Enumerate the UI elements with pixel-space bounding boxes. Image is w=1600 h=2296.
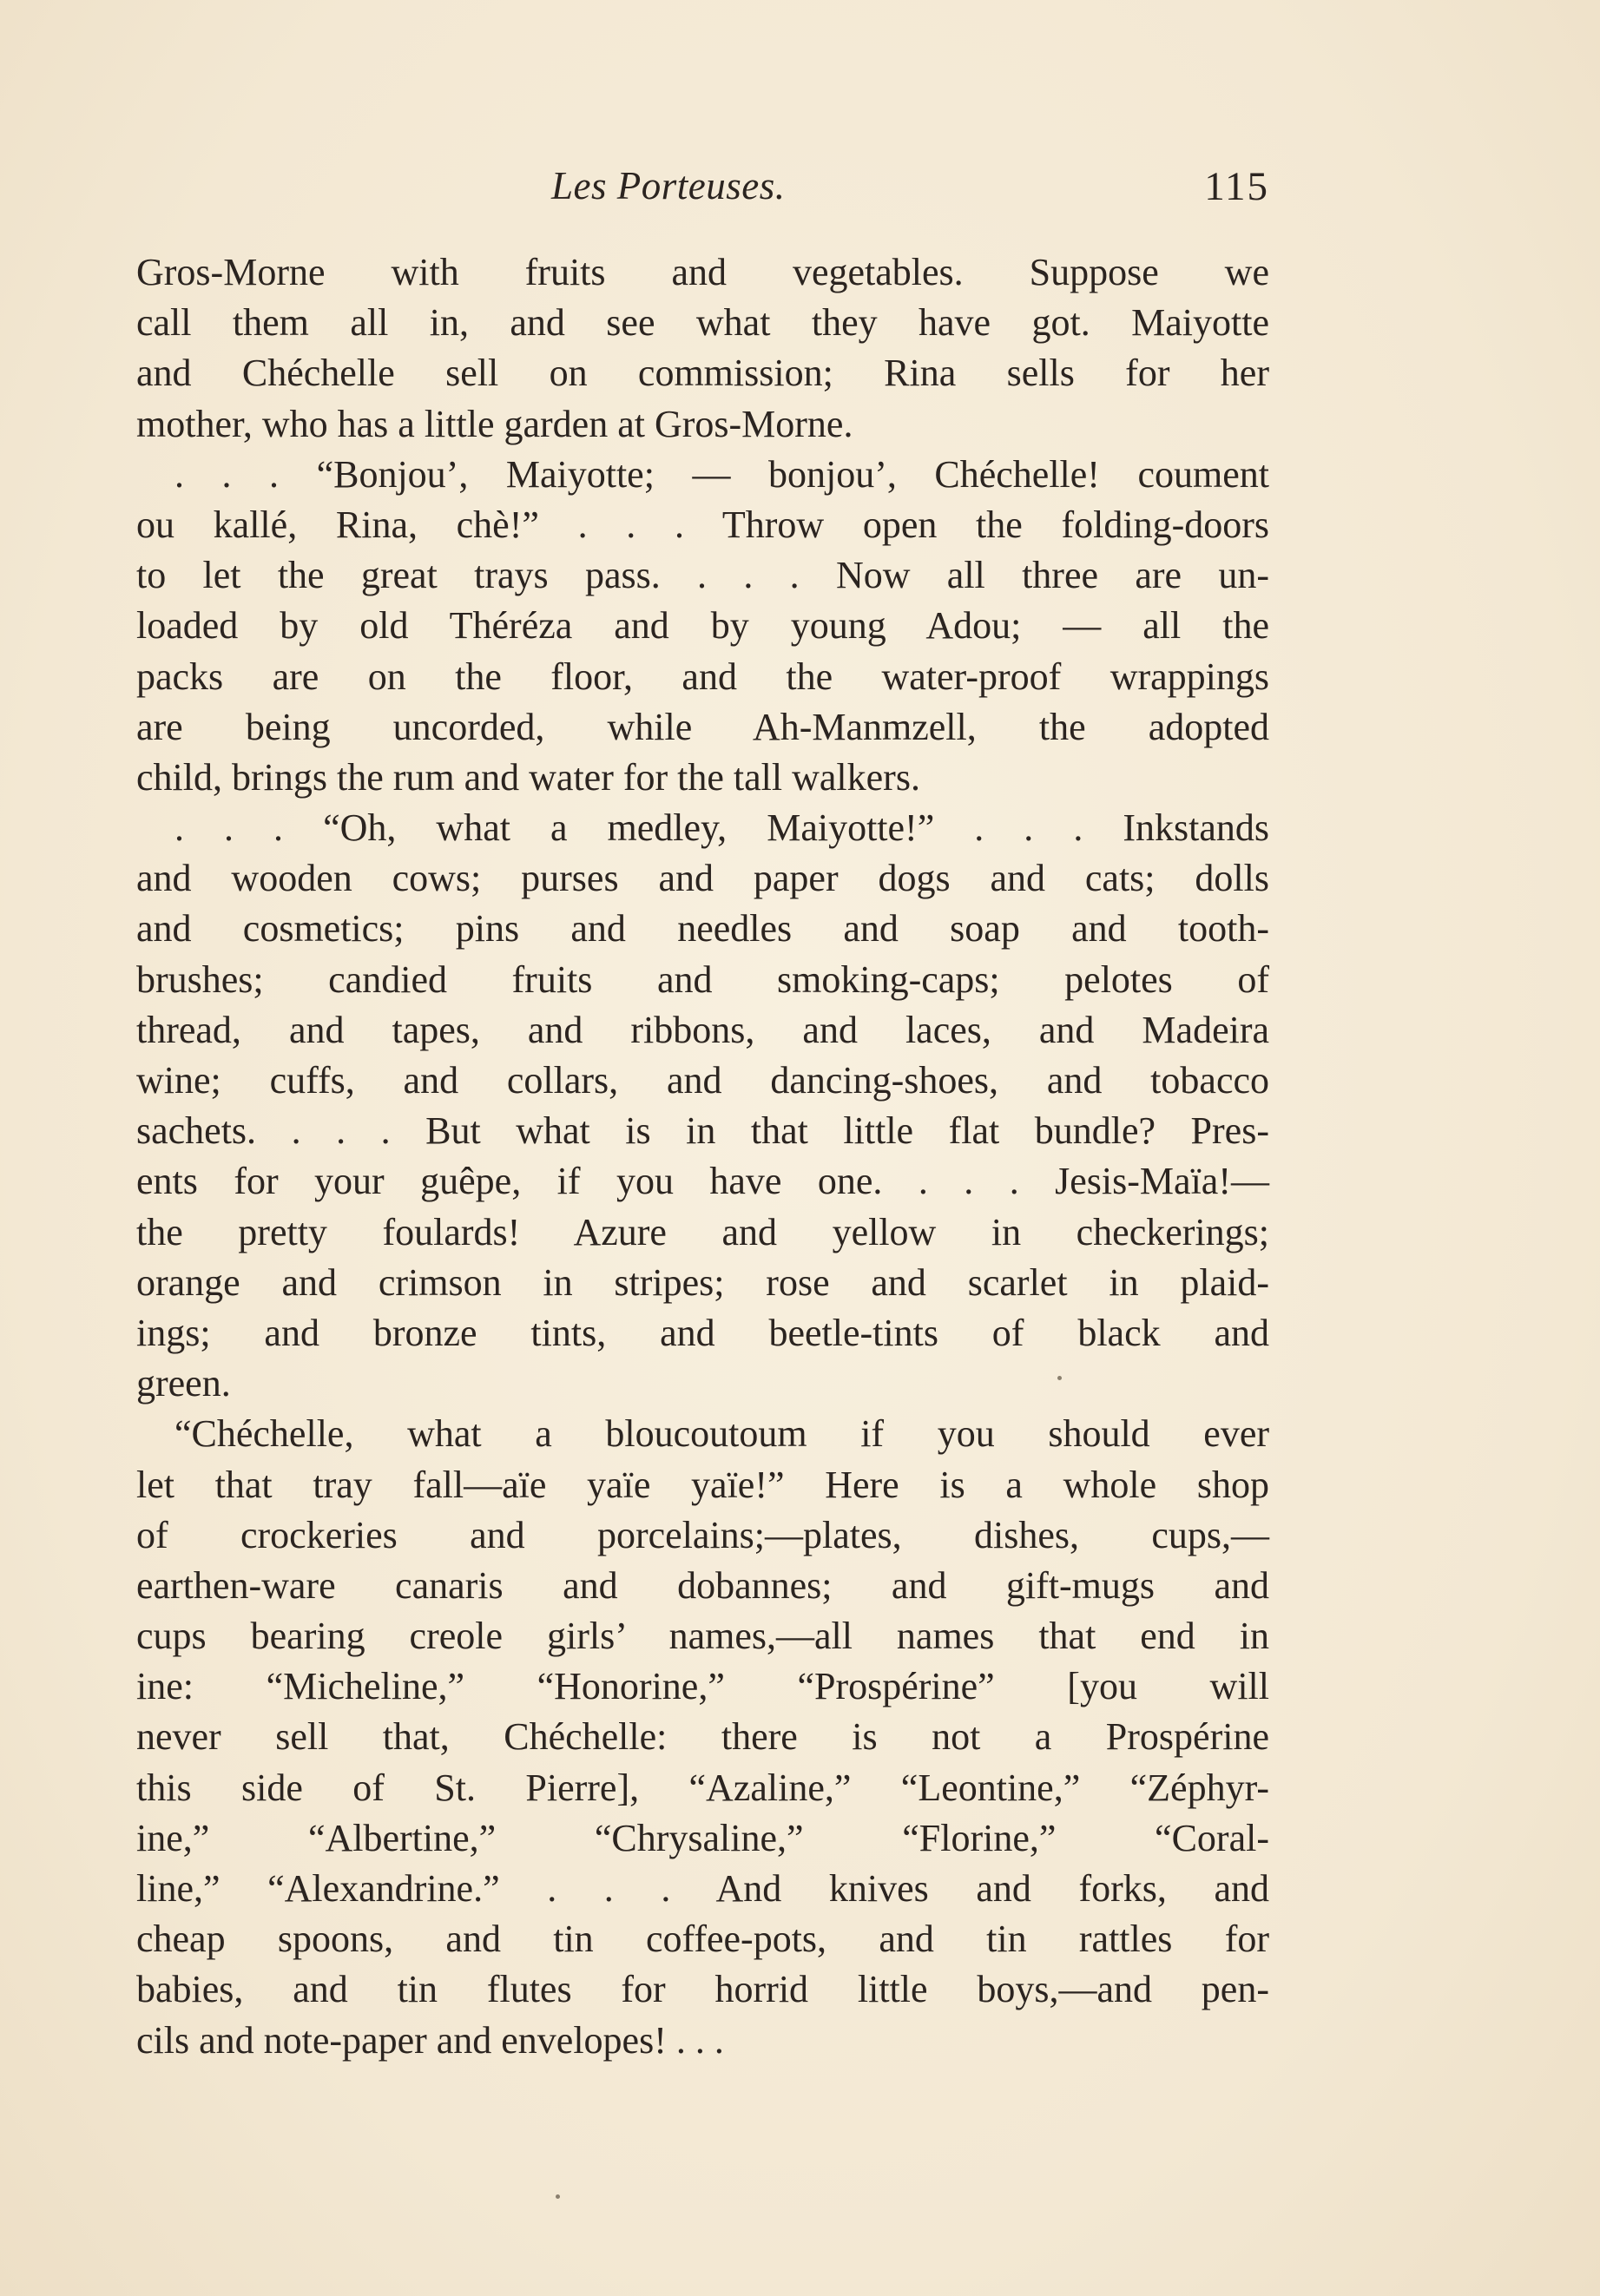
- page-number: 115: [1204, 164, 1269, 209]
- text-line-26: of crockeries and porcelains;—plates, dishes, cups,—: [136, 1513, 1269, 1556]
- running-title: Les Porteuses.: [551, 164, 786, 207]
- text-line-5: . . . “Bonjou’, Maiyotte; — bonjou’, Chéchelle! coument: [174, 452, 1269, 496]
- text-line-11: child, brings the rum and water for the tall walkers.: [136, 755, 920, 799]
- text-line-15: brushes; candied fruits and smoking-caps; pelotes of: [136, 957, 1269, 1001]
- text-line-18: sachets. . . . But what is in that little flat bundle? Pres-: [136, 1109, 1269, 1153]
- paper-speck: [1057, 1376, 1062, 1380]
- text-line-14: and cosmetics; pins and needles and soap and tooth-: [136, 907, 1269, 951]
- running-head: [139, 163, 1269, 224]
- body-text: [136, 247, 1269, 2066]
- text-line-28: cups bearing creole girls’ names,—all names that end in: [136, 1615, 1269, 1658]
- text-line-24: “Chéchelle, what a bloucoutoum if you should ever: [174, 1412, 1269, 1456]
- text-line-32: ine,” “Albertine,” “Chrysaline,” “Florine,” “Coral-: [136, 1816, 1269, 1859]
- text-line-27: earthen-ware canaris and dobannes; and gift-mugs and: [136, 1563, 1269, 1607]
- text-line-8: loaded by old Théréza and by young Adou; — all the: [136, 604, 1269, 648]
- text-line-36: cils and note-paper and envelopes! . . .: [136, 2018, 724, 2062]
- text-line-20: the pretty foulards! Azure and yellow in checkerings;: [136, 1210, 1269, 1253]
- text-line-2: call them all in, and see what they have got. Maiyotte: [136, 301, 1269, 345]
- text-line-29: ine: “Micheline,” “Honorine,” “Prospérine” [you will: [136, 1665, 1269, 1708]
- text-line-33: line,” “Alexandrine.” . . . And knives and forks, and: [136, 1867, 1269, 1910]
- text-line-9: packs are on the floor, and the water-proof wrappings: [136, 655, 1269, 698]
- text-line-17: wine; cuffs, and collars, and dancing-shoes, and tobacco: [136, 1059, 1269, 1102]
- text-line-16: thread, and tapes, and ribbons, and laces, and Madeira: [136, 1008, 1269, 1051]
- text-line-6: ou kallé, Rina, chè!” . . . Throw open the folding-doors: [136, 503, 1269, 546]
- text-line-31: this side of St. Pierre], “Azaline,” “Leontine,” “Zéphyr-: [136, 1766, 1269, 1809]
- text-line-35: babies, and tin flutes for horrid little boys,—and pen-: [136, 1968, 1269, 2011]
- text-line-3: and Chéchelle sell on commission; Rina sells for her: [136, 352, 1269, 395]
- text-line-7: to let the great trays pass. . . . Now all three are un-: [136, 554, 1269, 597]
- text-line-12: . . . “Oh, what a medley, Maiyotte!” . . . Inkstands: [174, 806, 1269, 850]
- text-line-22: ings; and bronze tints, and beetle-tints of black and: [136, 1311, 1269, 1354]
- text-line-13: and wooden cows; purses and paper dogs and cats; dolls: [136, 857, 1269, 900]
- text-line-25: let that tray fall—aïe yaïe yaïe!” Here is a whole shop: [136, 1463, 1269, 1506]
- text-line-10: are being uncorded, while Ah-Manmzell, the adopted: [136, 705, 1269, 748]
- text-line-21: orange and crimson in stripes; rose and scarlet in plaid-: [136, 1260, 1269, 1304]
- text-line-19: ents for your guêpe, if you have one. . . . Jesis-Maïa!—: [136, 1160, 1269, 1203]
- text-line-1: Gros-Morne with fruits and vegetables. Suppose we: [136, 251, 1269, 293]
- text-line-23: green.: [136, 1362, 231, 1405]
- text-line-4: mother, who has a little garden at Gros-Morne.: [136, 402, 853, 445]
- paper-speck: [556, 2194, 560, 2199]
- text-line-34: cheap spoons, and tin coffee-pots, and tin rattles for: [136, 1918, 1269, 1961]
- text-line-30: never sell that, Chéchelle: there is not a Prospérine: [136, 1715, 1269, 1759]
